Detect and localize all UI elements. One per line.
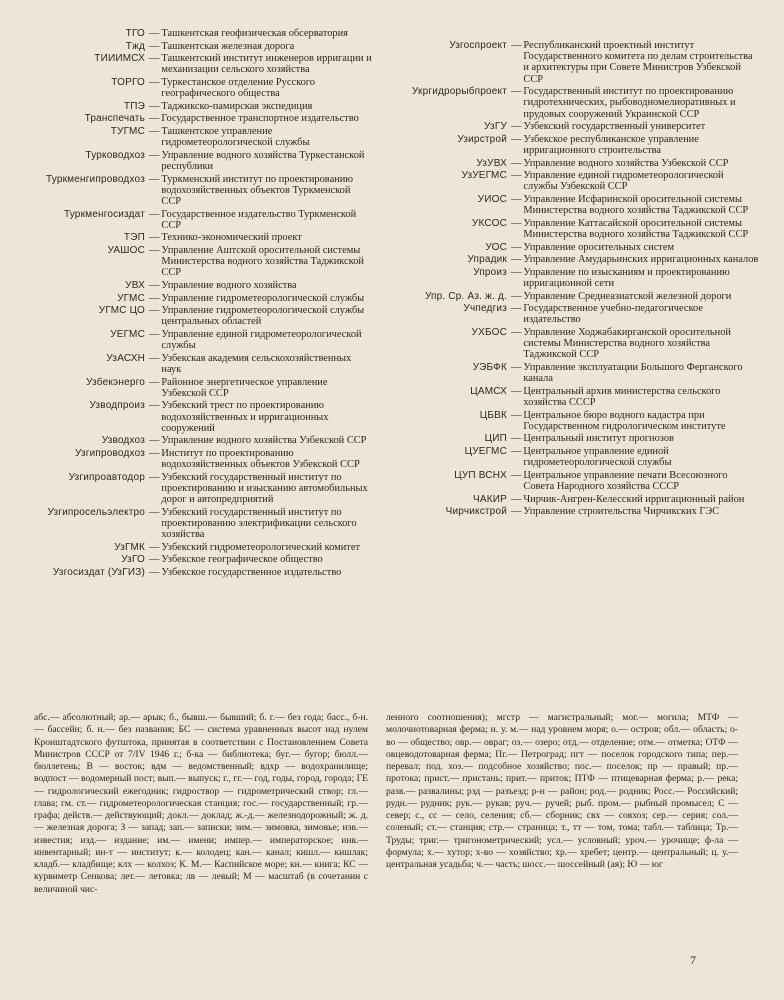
abbreviation-entry: [400, 362, 760, 384]
abbreviation-term: ЦБВК: [479, 409, 507, 421]
entry-dash: —: [149, 149, 160, 161]
abbreviation-definition: Управление водного хозяйства Узбекской ССР: [161, 435, 367, 447]
abbreviation-entry: [32, 101, 372, 112]
abbreviation-term: Тжд: [125, 40, 145, 52]
abbreviation-entry: [32, 150, 372, 172]
abbreviation-definition: Управление водного хозяйства Узбекской ССР: [523, 157, 729, 169]
entry-dash: —: [511, 433, 522, 445]
abbreviation-definition: Управление Среднеазиатской железной дороги: [523, 290, 732, 302]
abbreviation-term: Укргидрорыбпроект: [411, 86, 507, 98]
abbreviation-term: ЧАКИР: [472, 493, 507, 505]
abbreviation-entry: [32, 113, 372, 124]
entry-dash: —: [149, 232, 160, 244]
abbreviation-term: Учпедгиз: [463, 303, 507, 315]
abbreviation-entry: [400, 386, 760, 408]
abbreviation-entry: [400, 40, 760, 85]
abbreviation-term: Узгоспроект: [449, 40, 507, 51]
abbreviation-entry: [400, 134, 760, 156]
abbreviation-entry: [400, 494, 760, 505]
abbreviation-term: Туркменгипроводхоз: [45, 173, 145, 185]
abbreviation-definition: Ташкентская геофизическая обсерватория: [161, 28, 348, 39]
abbreviation-definition: Ташкентская железная дорога: [161, 40, 295, 52]
abbreviation-entry: [32, 280, 372, 291]
abbreviation-definition: Узбекское республиканское управление ирригационного строительства: [523, 133, 699, 156]
abbreviation-entry: [32, 28, 372, 39]
abbreviation-entry: [32, 448, 372, 470]
abbreviation-term: Чирчикстрой: [445, 506, 507, 518]
abbreviation-definition: Управление эксплуатации Большого Ферганского канала: [523, 361, 743, 385]
abbreviation-term: Узирстрой: [457, 133, 507, 145]
abbreviation-definition: Государственный институт по проектированию гидротехнических, рыбоводномелиоративных и прудовых сооружений Украинской ССР: [523, 86, 736, 120]
abbreviation-definition: Государственное издательство Туркменской ССР: [161, 208, 357, 231]
abbreviation-term: Упр. Ср. Аз. ж. д.: [424, 290, 507, 302]
abbreviation-term: УЕГМС: [110, 328, 145, 340]
entry-dash: —: [149, 305, 160, 317]
abbreviation-entry: [400, 218, 760, 240]
abbreviation-entry: [32, 507, 372, 541]
abbreviation-entry: [32, 353, 372, 375]
entry-dash: —: [511, 361, 522, 373]
entry-dash: —: [149, 76, 160, 88]
abbreviation-term: Узгосиздат (УзГИЗ): [52, 566, 145, 578]
entry-dash: —: [149, 447, 160, 459]
abbreviation-term: ТУГМС: [110, 125, 145, 137]
entry-dash: —: [149, 125, 160, 137]
abbreviation-definition: Центральное управление единой гидрометеорологической службы: [523, 445, 672, 469]
glossary-left-paragraph: абс.— абсолютный; ар.— арык; б., бывш.— бывший; б. г.— без года; басс., б-н.— бассейн; б. н.— без названия; БС — система уравненных высот над нулем Кронштадтского футштока, принятая в соответствии с Постановлением Совета Министров СССР от 7/IV 1946 г.; б-ка — библиотека; буг.— бугор; бюлл.— бюллетень; В — восток; вдм — ведомственный; вдхр — водохранилище; водпост — водомерный пост; вып.— выпуск; г., гг.— год, годы, город, города; ГЕ — гидрологический ежегодник; гидроствор — гидрометрический створ; гл.— глава; гм. ст.— гидрометеорологическая станция; гос.— государственный; гр.— графа; действ.— действующий; докл.— доклад; ж.-д.— железнодорожный; ж. д.— железная дорога; З — запад; зап.— записки; зим.— зимовка, зимовье; изв.— известия; изд.— издание; им.— имени; импер.— императорское; инв.— инвентарный; ин-т — институт; к.— колодец; кан.— канал; кишл.— кишлак; кладб.— кладбище; клх — колхоз; К. М.— Каспийское море; кн.— книга; КС — курвиметр Сенкова; лет.— летовка; лв — левый; М — масштаб (в сочетании с величиной чис-: [34, 712, 368, 895]
abbreviation-term: УГМС: [117, 292, 145, 304]
abbreviation-definition: Управление единой гидрометеорологической службы: [161, 328, 362, 352]
entry-dash: —: [149, 53, 160, 65]
abbreviation-term: ЦУЕГМС: [464, 445, 507, 457]
abbreviation-term: УЭБФК: [472, 361, 507, 373]
entry-dash: —: [511, 469, 522, 481]
abbreviation-entry: [32, 329, 372, 351]
entry-dash: —: [149, 28, 160, 39]
abbreviation-term: УзУВХ: [476, 157, 507, 169]
abbreviation-term: УХБОС: [471, 326, 507, 338]
abbreviation-definition: Республиканский проектный институт Государственного комитета по делам строительства и архитектуры при Совете Министров Узбекской ССР: [523, 40, 753, 85]
abbreviation-definition: Управление по изысканиям и проектированию ирригационной сети: [523, 266, 730, 289]
entry-dash: —: [149, 244, 160, 256]
abbreviation-term: Узгипроводхоз: [74, 447, 145, 459]
abbreviation-term: УзГМК: [114, 541, 145, 553]
abbreviation-entry: [400, 470, 760, 492]
abbreviation-term: УВХ: [125, 279, 145, 291]
abbreviation-definition: Узбекское географическое общество: [161, 554, 323, 566]
entry-dash: —: [511, 121, 522, 133]
abbreviation-entry: [32, 554, 372, 565]
abbreviation-entry: [32, 209, 372, 231]
abbreviation-entry: [32, 377, 372, 399]
entry-dash: —: [149, 400, 160, 412]
abbreviation-definition: Ташкентский институт инженеров ирригации и механизации сельского хозяйства: [161, 53, 372, 76]
abbreviation-term: УзУЕГМС: [461, 170, 507, 182]
entry-dash: —: [511, 86, 522, 98]
entry-dash: —: [149, 506, 160, 518]
abbreviation-term: Транспечать: [84, 113, 145, 125]
abbreviation-entry: [32, 305, 372, 327]
abbreviation-term: УИОС: [477, 193, 507, 205]
entry-dash: —: [149, 435, 160, 447]
entry-dash: —: [511, 385, 522, 397]
abbreviation-definition: Государственное учебно-педагогическое издательство: [523, 303, 703, 326]
entry-dash: —: [149, 554, 160, 566]
entry-dash: —: [511, 157, 522, 169]
abbreviation-term: УОС: [485, 241, 507, 253]
abbreviation-definition: Центральный институт прогнозов: [523, 433, 674, 445]
abbreviation-term: ТПЭ: [123, 100, 145, 112]
abbreviation-term: ТОРГО: [111, 76, 145, 88]
entry-dash: —: [149, 376, 160, 388]
abbreviation-definition: Управление водного хозяйства: [161, 279, 297, 291]
entry-dash: —: [511, 290, 522, 302]
abbreviation-definition: Управление гидрометеорологической службы центральных областей: [161, 305, 365, 328]
abbreviation-entry: [32, 245, 372, 279]
abbreviation-term: Узгипроавтодор: [68, 471, 145, 483]
abbreviation-definition: Туркестанское отделение Русского географического общества: [161, 76, 315, 100]
abbreviation-entry: [400, 410, 760, 432]
abbreviation-term: Упрадик: [467, 254, 507, 266]
abbreviation-term: УзГО: [121, 554, 145, 566]
abbreviation-entry: [32, 472, 372, 506]
abbreviation-definition: Узбекский государственный институт по проектированию и изысканию автомобильных дорог и автопредприятий: [161, 471, 368, 506]
abbreviation-definition: Центральное управление печати Всесоюзного Совета Народного хозяйства СССР: [523, 469, 728, 492]
entry-dash: —: [511, 303, 522, 315]
abbreviation-entry: [400, 86, 760, 120]
entry-dash: —: [511, 326, 522, 338]
entry-dash: —: [511, 40, 522, 51]
abbreviation-definition: Институт по проектированию водохозяйственных объектов Узбекской ССР: [161, 447, 360, 471]
abbreviations-right-column: [400, 40, 760, 519]
abbreviation-definition: Управление Амударьинских ирригационных каналов: [523, 254, 759, 266]
abbreviation-term: Упроиз: [473, 266, 507, 278]
abbreviation-entry: [400, 433, 760, 444]
abbreviation-entry: [400, 303, 760, 325]
abbreviation-term: ТГО: [125, 28, 145, 39]
abbreviation-definition: Управление строительства Чирчикских ГЭС: [523, 506, 720, 518]
abbreviation-entry: [400, 291, 760, 302]
abbreviations-left-column: [32, 28, 372, 580]
abbreviation-definition: Узбекская академия сельскохозяйственных наук: [161, 352, 352, 375]
abbreviation-definition: Узбекский государственный университет: [523, 121, 706, 133]
glossary-right-paragraph: ленного соотношения); мгстр — магистральный; мог.— могила; МТФ — молочнотоварная ферма; н. у. м.— над уровнем моря; о.— остров; обл.— область; о-во — общество; овр.— овраг; оз.— озеро; отд.— отделение; отм.— отметка; ОТФ — овцеводотоварная ферма; Пг.— Петроград; пгт — поселок городского типа; пер.— перевал; под. хоз.— подсобное хозяйство; пос.— поселок; пр — правый; пр.— протока; прист.— пристань; прит.— приток; ПТФ — птицеварная ферма; р.— река; разв.— развалины; рзд — разъезд; р-н — район; род.— родник; Росс.— Российский; рудн.— рудник; рук.— рукав; руч.— ручей; рыб. пром.— рыбный промысел; С — север; с., сс — село, селения; сб.— сборник; свх — совхоз; сер.— серия; сол.— соленый; ст.— станция; стр.— страница; т., тт — том, тома; табл.— таблица; Тр.— Труды; триг.— тригонометрический; усл.— условный; уроч.— урочище; ф-ла — формула; х.— хутор; х-во — хозяйство; хр.— хребет; центр.— центральный; ц. у.— центральная усадьба; ч.— часть; шосс.— шоссейный (ая); Ю — юг: [386, 712, 738, 870]
abbreviation-definition: Управление Исфаринской оросительной системы Министерства водного хозяйства Таджикской ССР: [523, 193, 749, 217]
abbreviation-term: ЦУП ВСНХ: [454, 469, 507, 481]
abbreviation-term: УКСОС: [471, 217, 507, 229]
abbreviation-entry: [400, 506, 760, 517]
abbreviation-term: ЦАМСХ: [470, 385, 507, 397]
abbreviation-term: ЦИП: [484, 433, 507, 445]
abbreviation-entry: [32, 567, 372, 578]
abbreviation-entry: [400, 121, 760, 132]
entry-dash: —: [511, 241, 522, 253]
abbreviation-definition: Ташкентское управление гидрометеорологической службы: [161, 125, 310, 149]
abbreviation-entry: [32, 41, 372, 52]
abbreviation-definition: Центральное бюро водного кадастра при Государственном гидрологическом институте: [523, 409, 726, 432]
abbreviation-entry: [400, 194, 760, 216]
abbreviation-term: УАШОС: [107, 244, 145, 256]
abbreviation-definition: Управление единой гидрометеорологической службы Узбекской ССР: [523, 170, 724, 193]
abbreviation-entry: [32, 400, 372, 434]
abbreviation-definition: Узбекский трест по проектированию водохозяйственных и ирригационных сооружений: [161, 400, 329, 434]
abbreviation-entry: [400, 254, 760, 265]
entry-dash: —: [511, 506, 522, 518]
entry-dash: —: [511, 170, 522, 182]
abbreviation-definition: Управление Аштской оросительной системы Министерства водного хозяйства Таджикской ССР: [161, 244, 364, 279]
abbreviation-entry: [32, 126, 372, 148]
abbreviation-definition: Узбекское государственное издательство: [161, 566, 342, 578]
entry-dash: —: [149, 173, 160, 185]
abbreviation-term: УзАСХН: [106, 352, 145, 364]
abbreviation-definition: Управление гидрометеорологической службы: [161, 292, 365, 304]
abbreviation-term: Узгипросельэлектро: [47, 506, 145, 518]
entry-dash: —: [149, 541, 160, 553]
entry-dash: —: [149, 471, 160, 483]
abbreviation-entry: [400, 327, 760, 361]
abbreviation-definition: Управление оросительных систем: [523, 241, 675, 253]
entry-dash: —: [149, 328, 160, 340]
entry-dash: —: [511, 445, 522, 457]
abbreviation-term: Узбекэнерго: [86, 376, 145, 388]
abbreviation-definition: Государственное транспортное издательство: [161, 113, 359, 125]
abbreviation-entry: [400, 267, 760, 289]
abbreviation-term: УГМС ЦО: [98, 305, 145, 317]
abbreviation-entry: [400, 242, 760, 253]
abbreviation-term: ТЭП: [123, 232, 145, 244]
entry-dash: —: [149, 113, 160, 125]
abbreviation-entry: [32, 174, 372, 208]
abbreviation-term: ТИИИМСХ: [94, 53, 145, 65]
entry-dash: —: [511, 133, 522, 145]
entry-dash: —: [149, 566, 160, 578]
entry-dash: —: [149, 279, 160, 291]
abbreviation-entry: [32, 542, 372, 553]
abbreviation-term: УзГУ: [484, 121, 507, 133]
abbreviation-definition: Узбекский государственный институт по проектированию электрификации сельского хозяйства: [161, 506, 357, 541]
entry-dash: —: [511, 493, 522, 505]
entry-dash: —: [511, 266, 522, 278]
abbreviation-definition: Туркменский институт по проектированию водохозяйственных объектов Туркменской ССР: [161, 173, 354, 207]
abbreviation-entry: [32, 53, 372, 75]
abbreviation-definition: Управление Ходжабакирганской оросительной системы Министерства водного хозяйства Таджикской ССР: [523, 326, 731, 361]
entry-dash: —: [511, 217, 522, 229]
abbreviation-definition: Центральный архив министерства сельского хозяйства СССР: [523, 385, 721, 408]
abbreviation-entry: [32, 77, 372, 99]
abbreviation-definition: Управление водного хозяйства Туркестанской республики: [161, 149, 365, 172]
abbreviation-entry: [400, 158, 760, 169]
entry-dash: —: [511, 254, 522, 266]
entry-dash: —: [511, 409, 522, 421]
abbreviation-entry: [400, 446, 760, 468]
entry-dash: —: [149, 208, 160, 220]
abbreviation-entry: [32, 232, 372, 243]
abbreviation-definition: Таджикско-памирская экспедиция: [161, 100, 313, 112]
page-number: 7: [690, 953, 696, 967]
abbreviation-term: Узводхоз: [101, 435, 145, 447]
entry-dash: —: [149, 352, 160, 364]
abbreviation-term: Турководхоз: [85, 149, 145, 161]
abbreviation-definition: Управление Каттасайской оросительной системы Министерства водного хозяйства Таджикской ССР: [523, 217, 749, 240]
entry-dash: —: [149, 100, 160, 112]
entry-dash: —: [149, 292, 160, 304]
abbreviation-entry: [32, 293, 372, 304]
abbreviation-definition: Технико-экономический проект: [161, 232, 302, 244]
entry-dash: —: [149, 40, 160, 52]
entry-dash: —: [511, 193, 522, 205]
abbreviation-definition: Районное энергетическое управление Узбекской ССР: [161, 376, 328, 399]
abbreviation-definition: Чирчик-Ангрен-Келесский ирригационный район: [523, 493, 745, 505]
abbreviation-entry: [400, 170, 760, 192]
abbreviation-definition: Узбекский гидрометеорологический комитет: [161, 541, 360, 553]
abbreviation-term: Узводпроиз: [89, 400, 145, 412]
abbreviation-entry: [32, 435, 372, 446]
abbreviation-term: Туркменгосиздат: [63, 208, 145, 220]
